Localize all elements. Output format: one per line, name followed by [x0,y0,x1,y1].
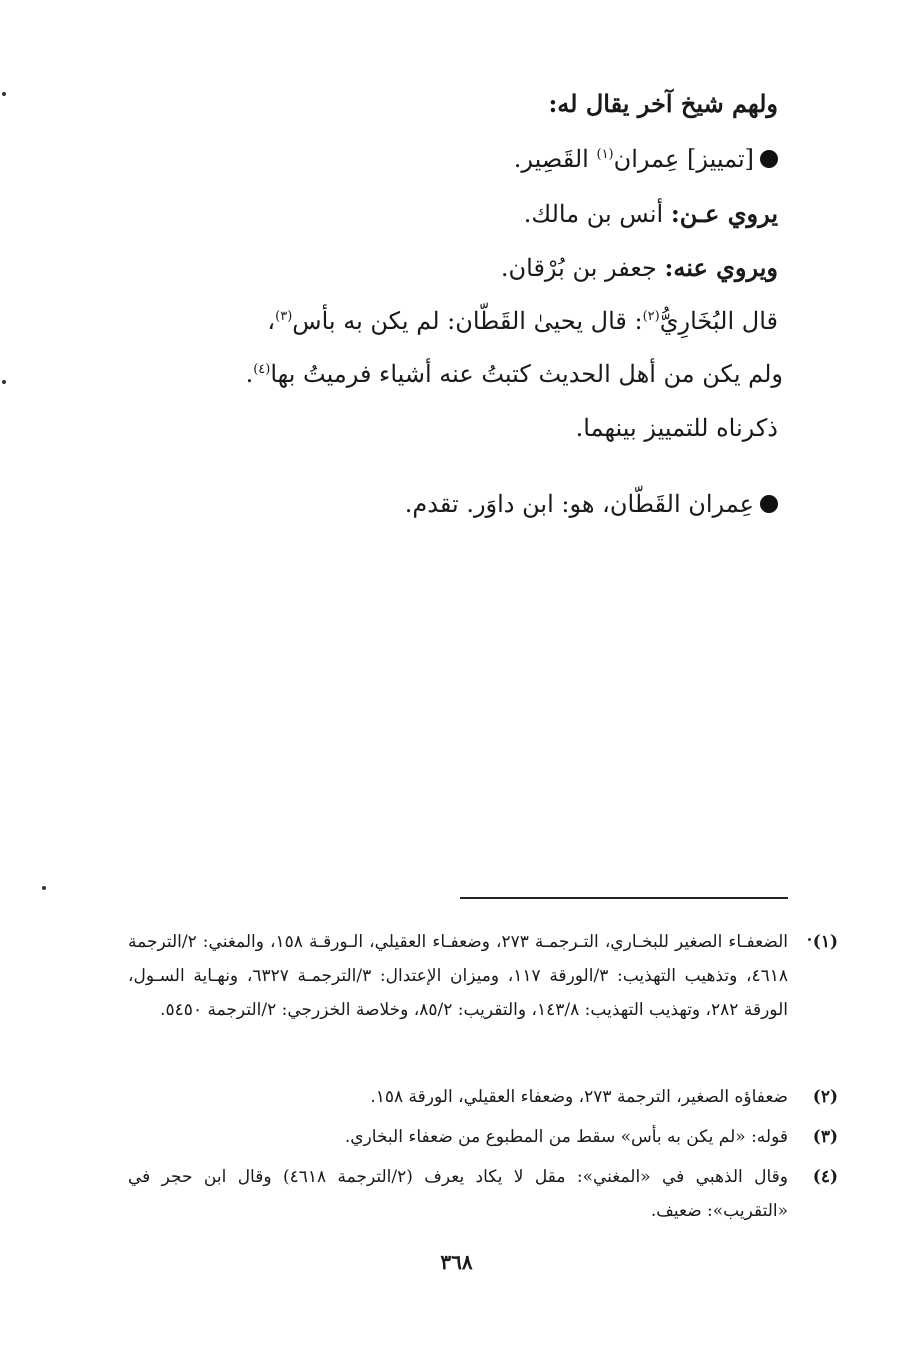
footnote-number: (١) [812,932,838,952]
footnote-2 [128,1080,838,1114]
footnote-ref-2: (٢) [642,309,660,324]
narrated-by-value: جعفر بن بُرْقان. [500,254,665,282]
footnote-text: ضعفاؤه الصغير، الترجمة ٢٧٣، وضعفاء العقيلي، الورقة ١٥٨. [370,1087,788,1107]
footnote-number: (٢) [812,1087,838,1107]
narrates-from-label: يروي عـن: [670,199,778,228]
distinguish-line [78,412,778,444]
entry-imran-qasir [78,143,778,175]
footnote-number: (٤) [812,1167,838,1187]
bukhari-line [78,305,778,337]
bukhari-text: قال البُخَارِيُّ [659,307,778,335]
entry-imran-qattan [78,488,778,520]
entry-name: [تمييز] عِمران [613,145,754,173]
narrated-by-label: ويروي عنه: [664,253,778,282]
scan-speck [2,92,6,96]
page-number: ٣٦٨ [440,1250,473,1274]
scan-speck [42,886,46,890]
bullet-icon [760,150,778,168]
footnote-ref-4: (٤) [253,362,271,377]
footnote-text: الضعفـاء الصغير للبخـاري، التـرجمـة ٢٧٣، وضعفـاء العقيلي، الـورقـة ١٥٨، والمغني: ٢/الترجمة ٤٦١٨، وتذهيب التهذيب: ٣/الورقة ١١٧، وميزان الإعتدال: ٣/الترجمـة ٦٣٢٧، ونهـاية السـول، الورقة ٢٨٢، وتهذيب التهذيب: ١٤٣/٨، والتقريب: ٨٥/٢، وخلاصة الخزرجي: ٢/الترجمة ٥٤٥٠. [128,932,788,1020]
entry-cross-reference: عِمران القَطّان، هو: ابن داوَر. تقدم. [404,490,754,518]
entry-nisba: القَصِير. [513,145,597,173]
intro-line [78,88,778,120]
narrates-from-value: أنس بن مالك. [523,200,671,228]
footnote-ref-3: (٣) [275,309,293,324]
footnote-text: وقال الذهبي في «المغني»: مقل لا يكاد يعرف (٢/الترجمة ٤٦١٨) وقال ابن حجر في «التقريب»: ضعيف. [128,1167,788,1221]
continuation-text: ولم يكن من أهل الحديث كتبتُ عنه أشياء فرميتُ بها [270,360,783,388]
punctuation: ، [267,307,276,335]
qattan-quote: : قال يحيىٰ القَطّان: لم يكن به بأس [292,307,643,335]
scan-speck [808,938,811,941]
footnote-ref-1: (١) [596,147,614,162]
footnote-3 [128,1120,838,1154]
footnote-separator [460,897,788,899]
narrates-from-line [78,198,778,230]
footnote-text: قوله: «لم يكن به بأس» سقط من المطبوع من ضعفاء البخاري. [344,1127,788,1147]
footnote-1 [128,925,838,1027]
narrated-by-line [78,252,778,284]
continuation-line [83,358,783,390]
footnote-number: (٣) [812,1127,838,1147]
bullet-icon [760,495,778,513]
distinguish-text: ذكرناه للتمييز بينهما. [575,414,778,442]
intro-text: ولهم شيخ آخر يقال له: [548,89,778,118]
scan-speck [2,380,6,384]
footnote-4 [128,1160,838,1228]
punctuation: . [245,360,254,388]
